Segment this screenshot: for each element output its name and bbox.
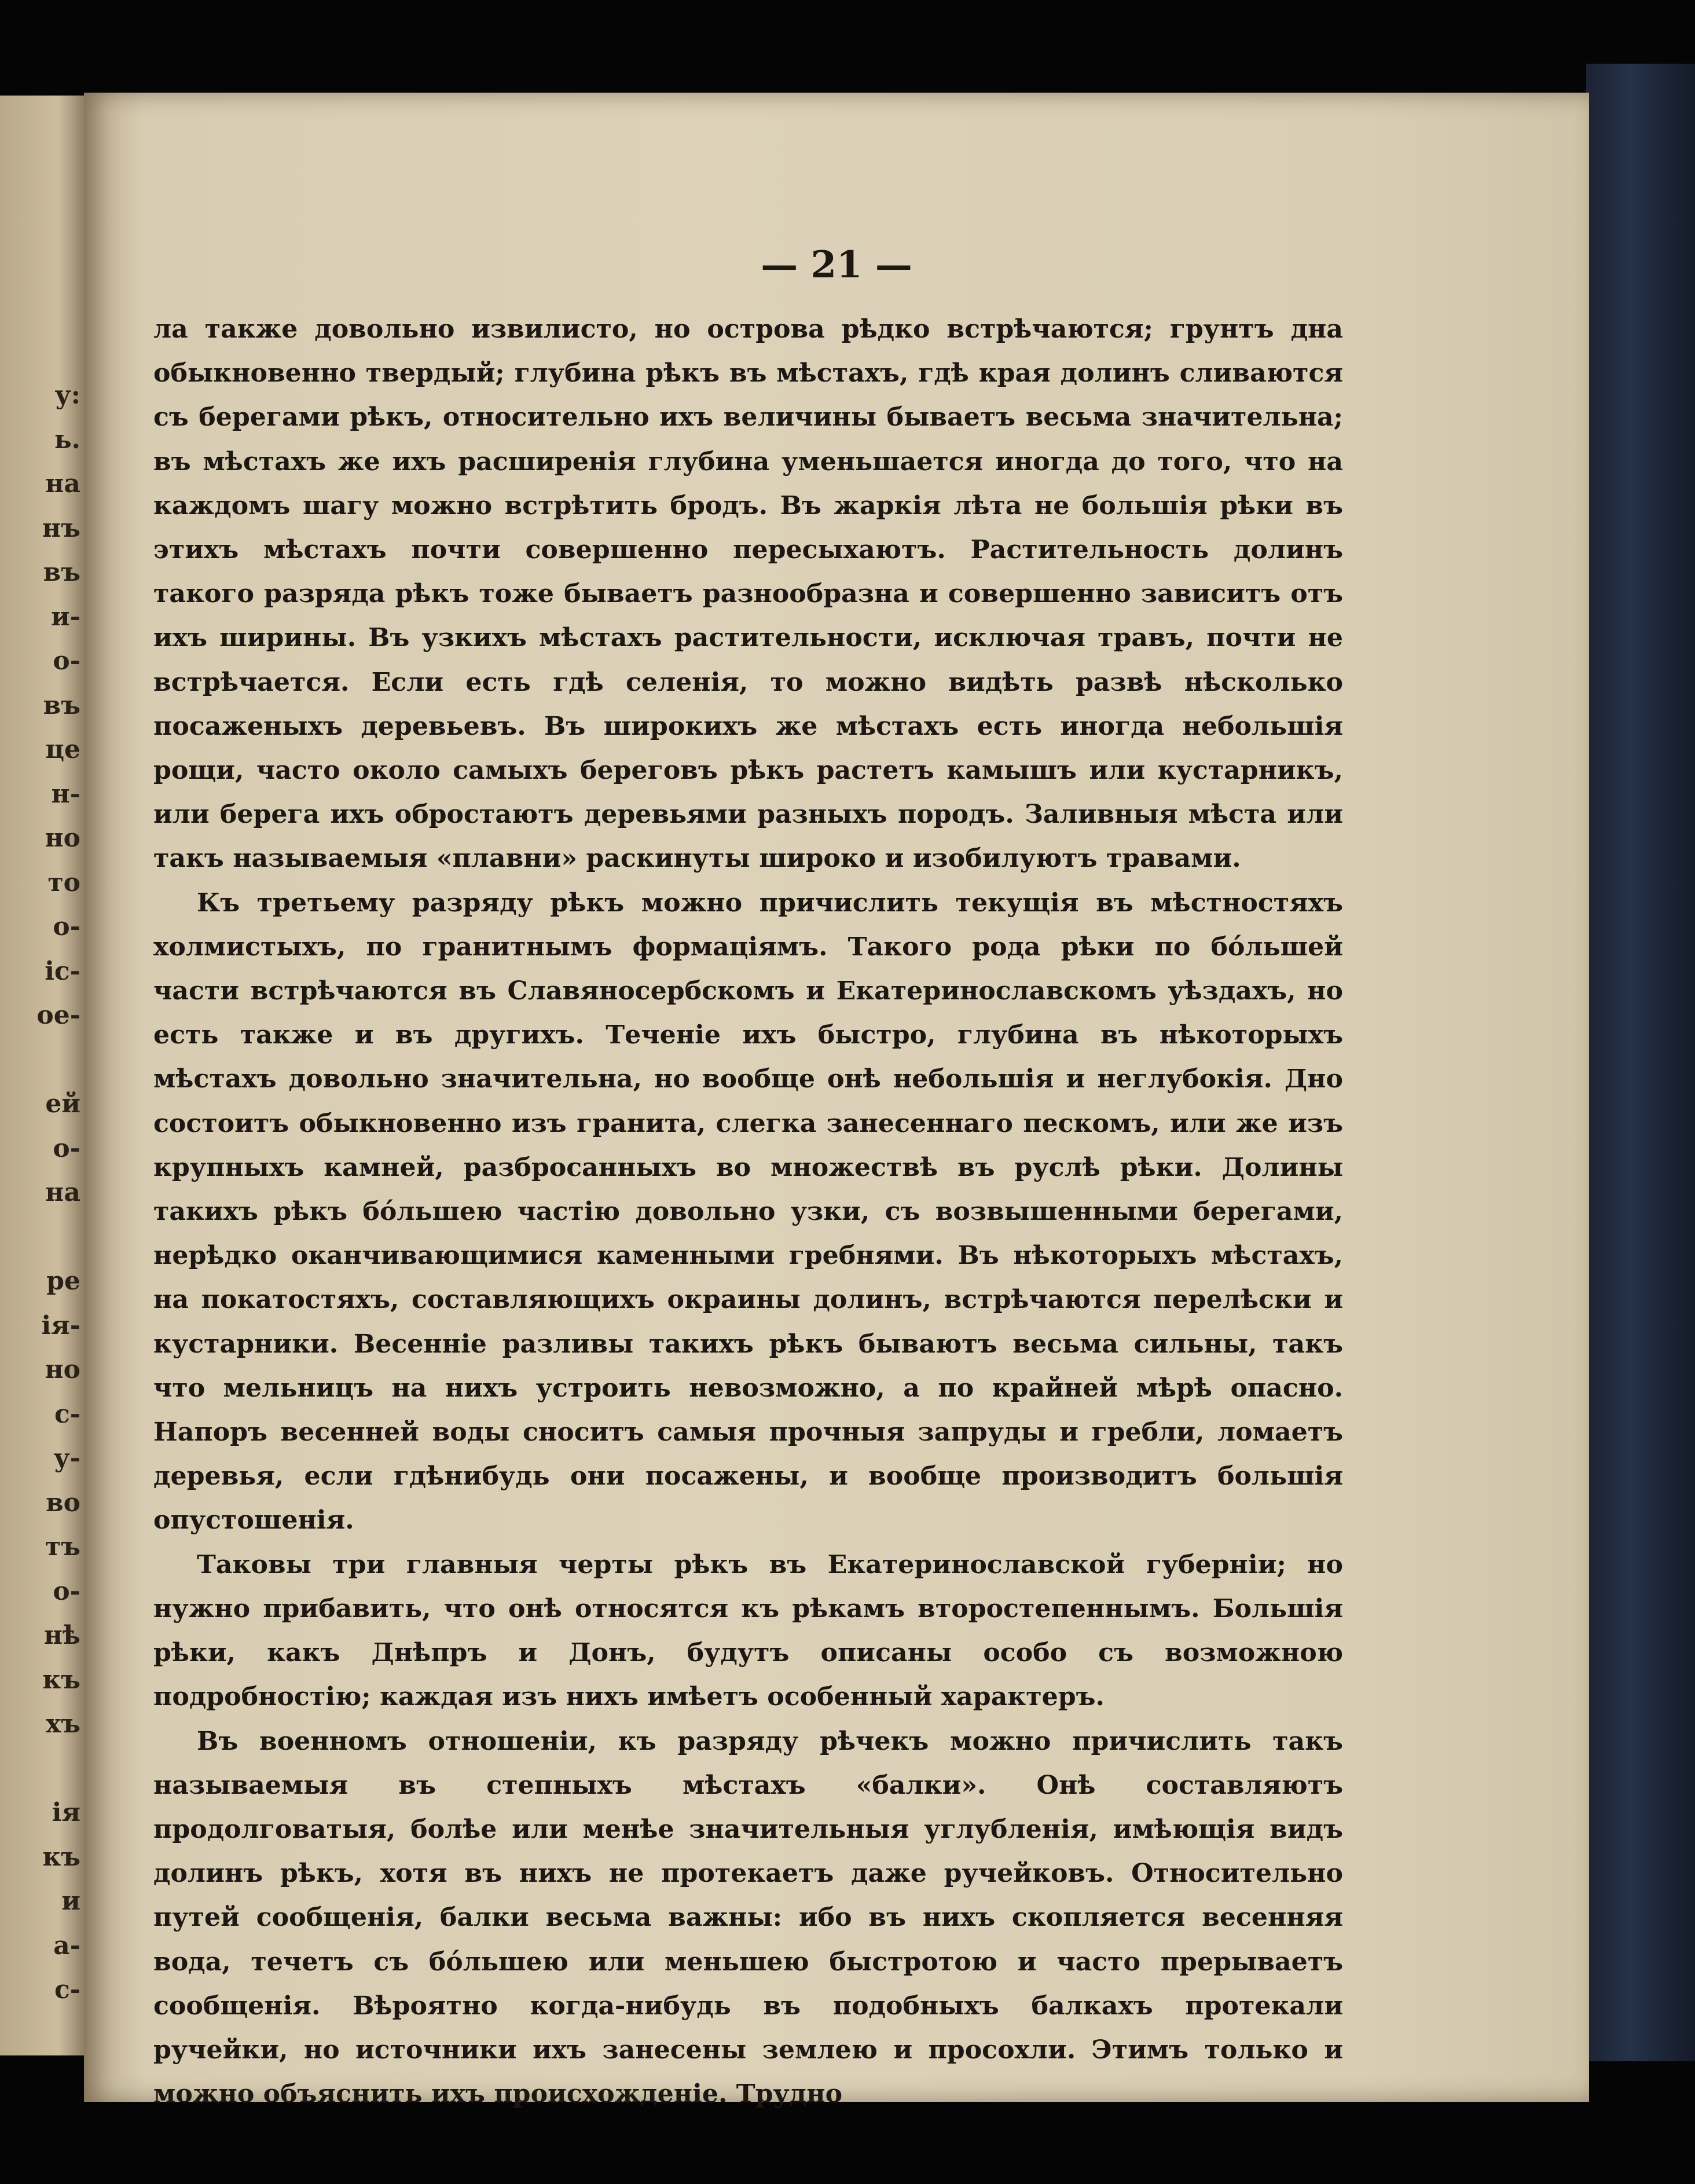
- left-page-fragment: [36, 1038, 80, 1083]
- left-page-fragment: ь.: [54, 424, 80, 455]
- left-page-fragment: це: [45, 735, 80, 764]
- left-page-fragment: а-: [53, 1930, 80, 1961]
- left-page-fragment: на: [45, 1178, 80, 1207]
- left-page-fragment: ей: [45, 1089, 80, 1119]
- left-page-fragment: нъ: [42, 513, 80, 543]
- left-page-fragments: [36, 373, 80, 2013]
- paragraph-4: Въ военномъ отношеніи, къ разряду рѣчекъ можно причислить такъ называемыя въ степныхъ мѣстахъ «балки». Онѣ составляютъ продолговатыя, болѣе или менѣе значительныя углубленія, имѣющія видъ долинъ рѣкъ, хотя въ нихъ не протекаетъ даже ручейковъ. Относительно путей сообщенія, балки весьма важны: ибо въ нихъ скопляется весенняя вода, течетъ съ бóльшею или меньшею быстротою и часто прерываетъ сообщенія. Вѣроятно когда-нибудь въ подобныхъ балкахъ протекали ручейки, но источники ихъ занесены землею и просохли. Этимъ только и можно объяснить ихъ происхожденіе. Трудно: [153, 1725, 1343, 2109]
- left-page-fragment: въ: [43, 690, 80, 720]
- left-page-fragment: о-: [53, 1576, 80, 1606]
- left-page-fragment: то: [47, 867, 80, 897]
- left-page-fragment: и: [61, 1886, 80, 1916]
- left-page-fragment: и-: [51, 602, 80, 632]
- left-page-fragment: во: [46, 1487, 80, 1518]
- left-page-fragment: но: [45, 1355, 80, 1384]
- left-page-fragment: хъ: [46, 1709, 80, 1739]
- left-page-fragment: но: [45, 823, 80, 853]
- left-page-fragment: [36, 1747, 80, 1791]
- left-page-fragment: къ: [42, 1842, 80, 1872]
- left-page-fragment: у-: [53, 1443, 80, 1473]
- left-page-fragment: ія: [52, 1798, 80, 1827]
- book-binding: [1586, 64, 1695, 2061]
- left-page-fragment: с-: [54, 1975, 80, 2005]
- page-body: [153, 307, 1343, 2116]
- paragraph-2: Къ третьему разряду рѣкъ можно причислить текущія въ мѣстностяхъ холмистыхъ, по гранитнымъ формаціямъ. Такого рода рѣки по бóльшей части встрѣчаются въ Славяносербскомъ и Екатеринославскомъ уѣздахъ, но есть также и въ другихъ. Теченіе ихъ быстро, глубина въ нѣкоторыхъ мѣстахъ довольно значительна, но вообще онѣ небольшія и неглубокія. Дно состоитъ обыкновенно изъ гранита, слегка занесеннаго пескомъ, или же изъ крупныхъ камней, разбросанныхъ во множествѣ въ руслѣ рѣки. Долины такихъ рѣкъ бóльшею частію довольно узки, съ возвышенными берегами, нерѣдко оканчивающимися каменными гребнями. Въ нѣкоторыхъ мѣстахъ, на покатостяхъ, составляющихъ окраины долинъ, встрѣчаются перелѣски и кустарники. Весенніе разливы такихъ рѣкъ бываютъ весьма сильны, такъ что мельницъ на нихъ устроить невозможно, а по крайней мѣрѣ опасно. Напоръ весенней воды сноситъ самыя прочныя запруды и гребли, ломаетъ деревья, если гдѣнибудь они посажены, и вообще производитъ большія опустошенія.: [153, 887, 1343, 1536]
- left-page-fragment: ое-: [36, 1001, 80, 1030]
- left-page-fragment: на: [45, 469, 80, 499]
- book-page: [84, 93, 1589, 2109]
- left-page-fragment: о-: [53, 1133, 80, 1163]
- paragraph-1: ла также довольно извилисто, но острова рѣдко встрѣчаются; грунтъ дна обыкновенно твердый; глубина рѣкъ въ мѣстахъ, гдѣ края долинъ сливаются съ берегами рѣкъ, относительно ихъ величины бываетъ весьма значительна; въ мѣстахъ же ихъ расширенія глубина уменьшается иногда до того, что на каждомъ шагу можно встрѣтить бродъ. Въ жаркія лѣта не большія рѣки въ этихъ мѣстахъ почти совершенно пересыхаютъ. Растительность долинъ такого разряда рѣкъ тоже бываетъ разнообразна и совершенно зависитъ отъ ихъ ширины. Въ узкихъ мѣстахъ растительности, исключая травъ, почти не встрѣчается. Если есть гдѣ селенія, то можно видѣть развѣ нѣсколько посаженыхъ деревьевъ. Въ широкихъ же мѣстахъ есть иногда небольшія рощи, часто около самыхъ береговъ рѣкъ растетъ камышъ или кустарникъ, или берега ихъ обростаютъ деревьями разныхъ породъ. Заливныя мѣста или такъ называемыя «плавни» раскинуты широко и изобилуютъ травами.: [153, 314, 1343, 874]
- left-facing-page: [0, 96, 84, 2055]
- left-page-fragment: [36, 1215, 80, 1260]
- left-page-fragment: ія-: [41, 1310, 80, 1340]
- left-page-fragment: тъ: [45, 1532, 80, 1562]
- left-page-fragment: с-: [54, 1399, 80, 1429]
- left-page-fragment: ре: [46, 1266, 80, 1296]
- left-page-fragment: въ: [43, 558, 80, 587]
- page-number: — 21 —: [761, 243, 912, 287]
- left-page-fragment: о-: [53, 912, 80, 941]
- left-page-fragment: нѣ: [43, 1621, 80, 1650]
- left-page-fragment: о-: [53, 646, 80, 676]
- left-page-fragment: ic-: [45, 956, 80, 986]
- left-page-fragment: у:: [54, 380, 80, 410]
- left-page-fragment: н-: [51, 779, 80, 809]
- left-page-fragment: къ: [42, 1665, 80, 1695]
- paragraph-3: Таковы три главныя черты рѣкъ въ Екатеринославской губерніи; но нужно прибавить, что онѣ относятся къ рѣкамъ второстепеннымъ. Большія рѣки, какъ Днѣпръ и Донъ, будутъ описаны особо съ возможною подробностію; каждая изъ нихъ имѣетъ особенный характеръ.: [153, 1549, 1343, 1712]
